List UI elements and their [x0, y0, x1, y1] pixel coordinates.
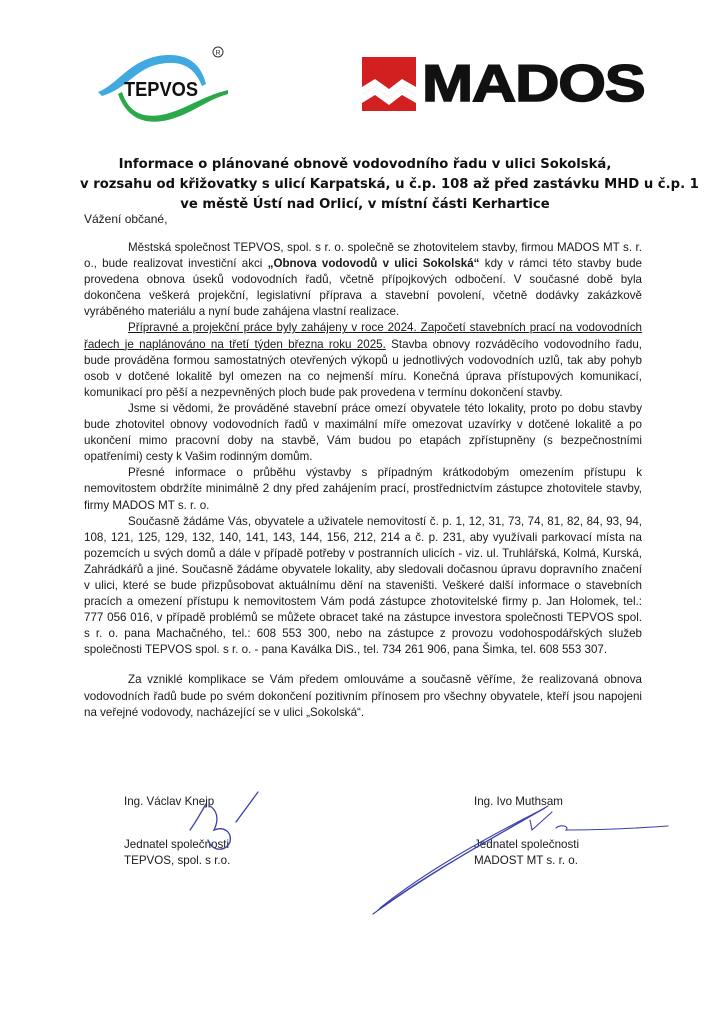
signatory-left-role: Jednatel společnosti — [124, 838, 230, 851]
schedule-note: Přípravné a projekční práce byly zahájeny v roce 2024. Započetí stavebních prací na vodovodních řadech je naplánováno na třetí týden března roku 2025. — [84, 321, 642, 351]
svg-text:R: R — [215, 50, 221, 57]
tepvos-logo — [88, 44, 238, 124]
signatory-right-role: Jednatel společnosti — [474, 838, 580, 851]
paragraph-1-text-end: kdy v rámci této stavby bude provedena obnova úseků vodovodních řadů, včetně přípojkových odbočení. V současné době byla dokončena veškerá projekční, legislativní příprava a stavební povolení, včetně dodávky zakázkově vyráběného materiálu a nyní bude zahájena vlastní realizace. — [84, 257, 642, 319]
signatory-right-company: MADOST MT s. r. o. — [474, 854, 578, 867]
paragraph-4: Přesné informace o průběhu výstavby s případným krátkodobým omezením přístupu k nemovitostem obdržíte minimálně 2 dny před zahájením prací, prostřednictvím zástupce zhotovitele stavby, firmy MADOS MT s. r. o. — [84, 466, 642, 512]
document-title — [80, 155, 699, 215]
title-line-2: v rozsahu od křižovatky s ulicí Karpatská, u č.p. 108 až před zastávku MHD u č.p. 1 — [80, 177, 699, 192]
mados-wordmark: MADOS — [422, 55, 645, 113]
paragraph-2-text: Stavba obnovy rozváděcího vodovodního řadu, bude prováděna formou samostatných otevřených výkopů u jednotlivých vodovodních uzlů, tak aby pohyb osob v dotčené lokalitě byl omezen na co nejmenší míru. Konečná úprava přístupových komunikací, komunikací pro pěší a nezpevněných ploch bude pak provedena v termínu dokončení stavby. — [84, 337, 643, 399]
letter-body — [84, 240, 642, 721]
paragraph-5: Současně žádáme Vás, obyvatele a uživatele nemovitostí č. p. 1, 12, 31, 73, 74, 81, 82, 84, 93, 94, 108, 121, 125, 129, 132, 140, 141, 143, 144, 156, 212, 214 a č. p. 231, aby využívali parkovací místa na pozemcích u svých domů a dále v případě potřeby v postranních ulicích - viz. ul. Truhlářská, Kolmá, Kurská, Zahrádkářů a jiné. Současně žádáme obyvatele lokality, aby sledovali dočasnou úpravu dopravního značení v ulici, které se bude přizpůsobovat aktuálnímu dění na staveništi. Veškeré další informace o stavebních pracích a omezení přístupu k nemovitostem Vám podá zástupce zhotovitelské firmy p. Jan Holomek, tel.: 777 056 016, v případě problémů se můžete obracet také na zástupce investora společnosti TEPVOS spol. s r. o. pana Machačného, tel.: 608 553 300, nebo na zástupce z provozu vodohospodářských služeb společnosti TEPVOS spol. s r. o. - pana Kaválka DiS., tel. 734 261 906, pana Šimka, tel. 608 553 307. — [84, 514, 642, 657]
signatory-right-block — [474, 837, 579, 869]
svg-text:TEPVOS: TEPVOS — [124, 79, 198, 101]
paragraph-1-text: Městská společnost TEPVOS, spol. s r. o. společně se zhotovitelem stavby, firmou MADOS MT s. r. o., bude realizovat investiční akci — [84, 241, 642, 271]
paragraph-1 — [84, 240, 642, 320]
signatory-left-block — [124, 837, 230, 869]
mados-mountain-icon — [362, 57, 416, 111]
project-name: „Obnova vodovodů v ulici Sokolská“ — [267, 257, 480, 271]
paragraph-3: Jsme si vědomi, že prováděné stavební práce omezí obyvatele této lokality, proto po dobu stavby bude zhotovitel obnovy vodovodních řadů v maximální míře omezovat uzavírky v dotčené lokalitě a po ukončení mimo pracovní doby na stavbě, Vám budou po etapách zpřístupněny (s bezpečnostními opatřeními) cesty k Vašim rodinným domům. — [84, 401, 642, 464]
signatory-left-company: TEPVOS, spol. s r.o. — [124, 854, 231, 867]
mados-logo — [362, 56, 644, 112]
paragraph-2 — [84, 320, 642, 400]
title-line-1: Informace o plánované obnově vodovodního řadu v ulici Sokolská, — [118, 157, 612, 172]
paragraph-6: Za vzniklé komplikace se Vám předem omlouváme a současně věříme, že realizovaná obnova vodovodních řadů bude po svém dokončení pozitivním přínosem pro všechny obyvatele, kteří jsou napojeni na veřejné vodovody, nacházející se v ulici „Sokolská“. — [84, 673, 642, 719]
tepvos-wave-icon — [88, 44, 238, 124]
signatory-right-name: Ing. Ivo Muthsam — [474, 795, 563, 808]
title-line-3: ve městě Ústí nad Orlicí, v místní části Kerhartice — [180, 197, 550, 212]
greeting: Vážení občané, — [84, 212, 168, 226]
signatory-left-name: Ing. Václav Knejp — [124, 795, 215, 808]
